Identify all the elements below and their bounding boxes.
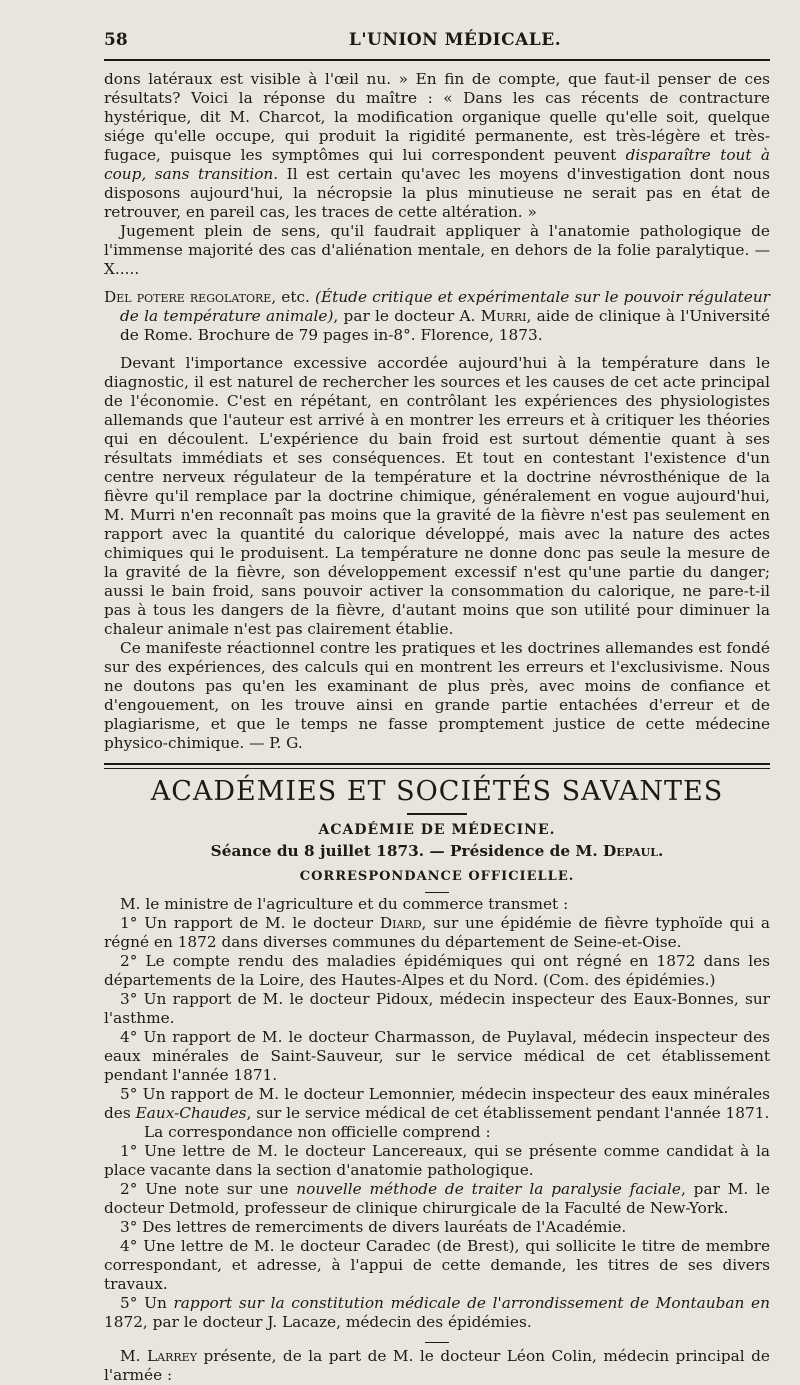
closing-rule (425, 1342, 449, 1343)
review2-paragraph-2: Ce manifeste réactionnel contre les pratiques et les doctrines allemandes est fondé sur des expériences, des calculs qui en montrent les erreurs et l'exclusivisme. Nous ne doutons pas qu'en les examinant de plus près, avec moins de confiance et d'engouement, on les trouve ainsi en grande partie entachées d'erreur et de plagiarisme, et que le temps ne fasse promptement justice de cette médecine physico-chimique. — P. G. (104, 639, 770, 752)
academy-heading: ACADÉMIE DE MÉDECINE. (318, 822, 556, 838)
official-item-2: 2° Le compte rendu des maladies épidémiques qui ont régné en 1872 dans les départements de la Loire, des Hautes-Alpes et du Nord. (Com. des épidémies.) (104, 952, 770, 989)
review1-paragraph-2: Jugement plein de sens, qu'il faudrait appliquer à l'anatomie pathologique de l'immense majorité des cas d'aliénation mentale, en dehors de la folie paralytique. — X..... (104, 222, 770, 278)
page-body (104, 70, 770, 1385)
official-item-4: 4° Un rapport de M. le docteur Charmasson, de Puylaval, médecin inspecteur des eaux minérales de Saint-Sauveur, sur le service médical de cet établissement pendant l'année 1871. (104, 1028, 770, 1084)
official-item-1: 1° Un rapport de M. le docteur Diard, sur une épidémie de fièvre typhoïde qui a régné en 1872 dans diverses communes du département de Seine-et-Oise. (104, 914, 770, 951)
unofficial-item-4: 4° Une lettre de M. le docteur Caradec (de Brest), qui sollicite le titre de membre correspondant, et adresse, à l'appui de cette demande, les titres de ses divers travaux. (104, 1237, 770, 1293)
unofficial-item-1: 1° Une lettre de M. le docteur Lancereaux, qui se présente comme candidat à la place vacante dans la section d'anatomie pathologique. (104, 1142, 770, 1179)
unofficial-item-3: 3° Des lettres de remerciments de divers lauréats de l'Académie. (120, 1218, 627, 1236)
section-title: ACADÉMIES ET SOCIÉTÉS SAVANTES (150, 776, 724, 807)
unofficial-intro: La correspondance non officielle comprend : (144, 1123, 491, 1141)
header-rule (104, 59, 770, 61)
correspondence-heading: CORRESPONDANCE OFFICIELLE. (299, 869, 575, 884)
official-item-5: 5° Un rapport de M. le docteur Lemonnier, médecin inspecteur des eaux minérales des Eaux-Chaudes, sur le service médical de cet établissement pendant l'année 1871. (104, 1085, 770, 1122)
review1-paragraph-1: dons latéraux est visible à l'œil nu. » En fin de compte, que faut-il penser de ces résultats? Voici la réponse du maître : « Dans les cas récents de contracture hystérique, dit M. Charcot, la modification organique quelle qu'elle soit, quelque siége qu'elle occupe, qui produit la rigidité permanente, est très-légère et très-fugace, puisque les symptômes qui lui correspondent peuvent disparaître tout à coup, sans transition. Il est certain qu'avec les moyens d'investigation dont nous disposons aujourd'hui, la nécropsie la plus minutieuse ne serait pas en état de retrouver, en pareil cas, les traces de cette altération. » (104, 70, 770, 221)
page-number: 58 (104, 30, 128, 50)
larrey-paragraph: M. Larrey présente, de la part de M. le docteur Léon Colin, médecin principal de l'armée : (104, 1347, 770, 1384)
official-item-3: 3° Un rapport de M. le docteur Pidoux, médecin inspecteur des Eaux-Bonnes, sur l'asthme. (104, 990, 770, 1027)
section-title-rule (407, 813, 467, 815)
unofficial-item-2: 2° Une note sur une nouvelle méthode de traiter la paralysie faciale, par M. le docteur Detmold, professeur de clinique chirurgicale de la Faculté de New-York. (104, 1180, 770, 1217)
section-divider (104, 763, 770, 769)
official-intro: M. le ministre de l'agriculture et du commerce transmet : (120, 895, 569, 913)
page-header (104, 30, 766, 56)
unofficial-item-5: 5° Un rapport sur la constitution médicale de l'arrondissement de Montauban en 1872, par le docteur J. Lacaze, médecin des épidémies. (104, 1294, 770, 1331)
review2-paragraph-1: Devant l'importance excessive accordée aujourd'hui à la température dans le diagnostic, il est naturel de rechercher les sources et les causes de cet acte principal de l'économie. C'est en répétant, en contrôlant les expériences des physiologistes allemands que l'auteur est arrivé à en montrer les erreurs et à critiquer les théories qui en découlent. L'expérience du bain froid est surtout démentie quant à ses résultats immédiats et ses conséquences. Et tout en contestant l'existence d'un centre nerveux régulateur de la température et la doctrine névrosthénique de la fièvre qu'il remplace par la doctrine chimique, généralement en vogue aujourd'hui, M. Murri n'en reconnaît pas moins que la gravité de la fièvre n'est pas seulement en rapport avec la quantité du calorique développé, mais avec la nature des actes chimiques qui le produisent. La température ne donne donc pas seule la mesure de la gravité de la fièvre, son développement excessif n'est qu'une partie du danger; aussi le bain froid, sans pouvoir activer la consommation du calorique, ne pare-t-il pas à tous les dangers de la fièvre, d'autant moins que son utilité pour diminuer la chaleur animale n'est pas clairement établie. (104, 354, 770, 638)
session-line: Séance du 8 juillet 1873. — Présidence de M. Depaul. (210, 842, 664, 860)
review2-citation: Del potere regolatore, etc. (Étude critique et expérimentale sur le pouvoir régulateur de la température animale), par le docteur A. Murri, aide de clinique à l'Université de Rome. Brochure de 79 pages in-8°. Florence, 1873. (104, 288, 770, 344)
running-title: L'UNION MÉDICALE. (348, 30, 562, 50)
correspondence-rule (425, 892, 449, 893)
